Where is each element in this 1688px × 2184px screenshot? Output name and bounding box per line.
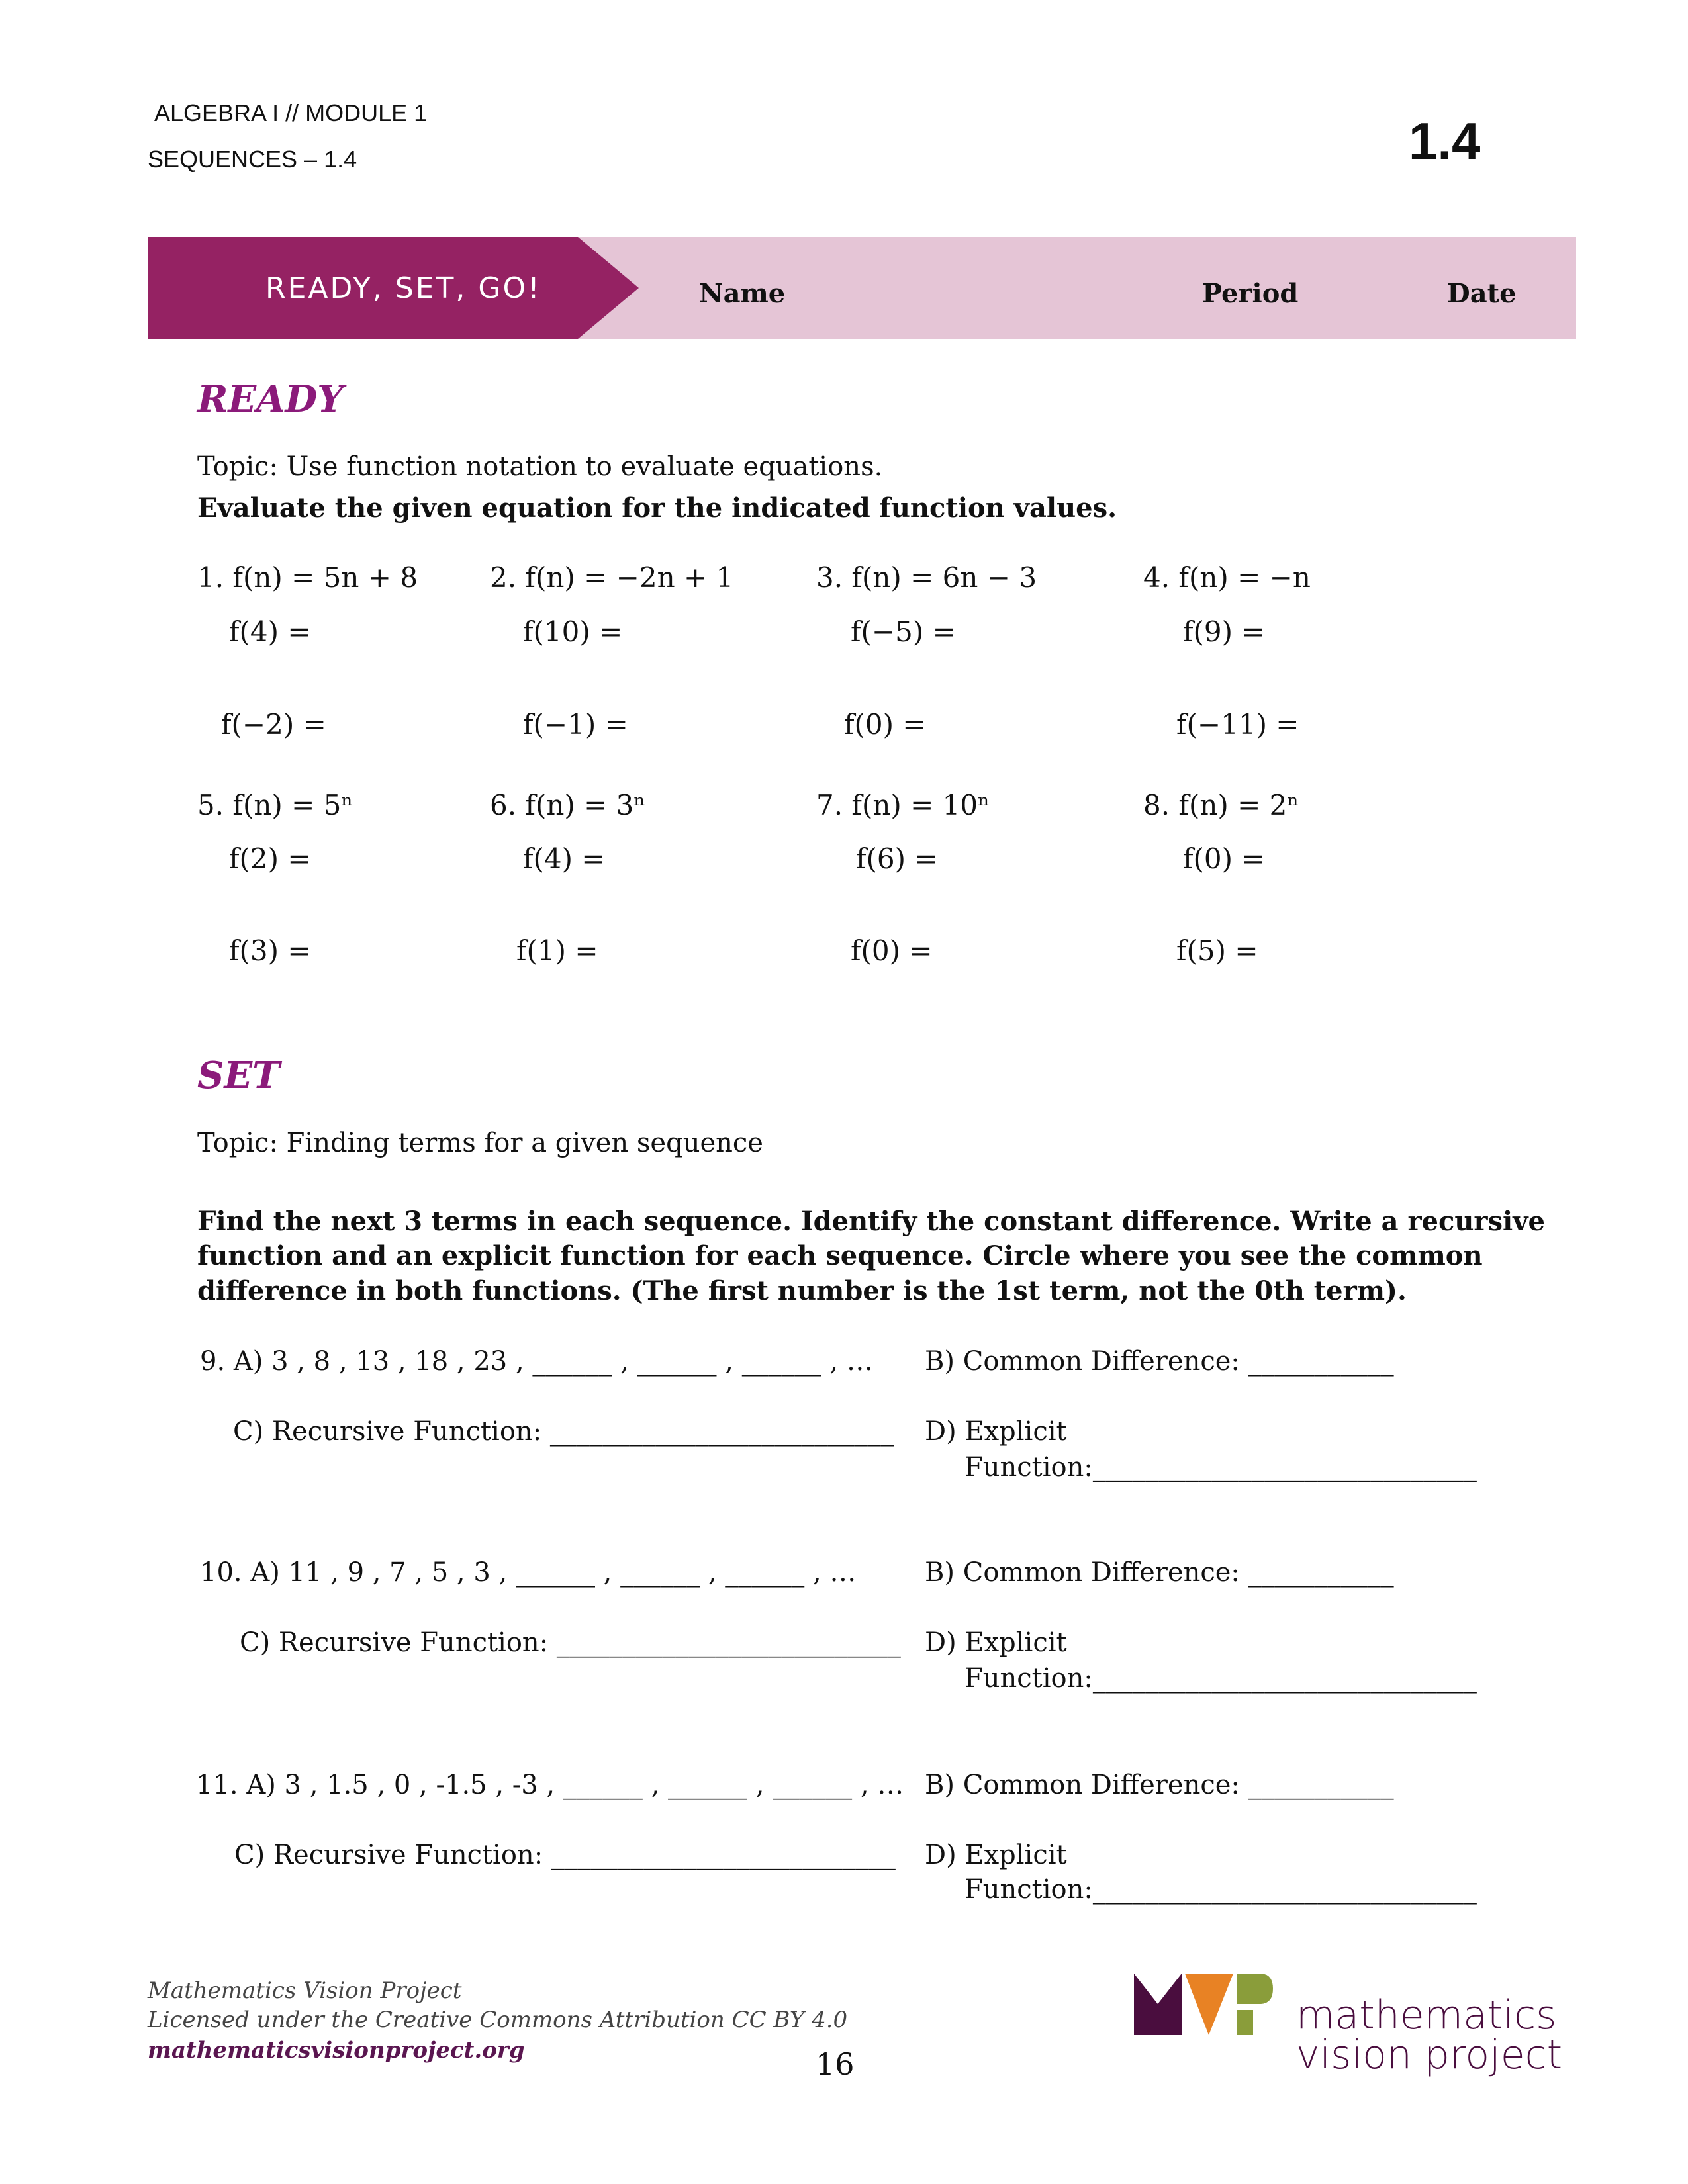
problem-9-explicit: Function:_____________________________ — [964, 1452, 1477, 1482]
problem-9-recursive: C) Recursive Function: __________________________ — [233, 1416, 894, 1447]
problem-2: 2. f(n) = −2n + 1 — [490, 561, 734, 594]
problem-11-explicit: Function:_____________________________ — [964, 1874, 1477, 1905]
period-label: Period — [1202, 278, 1299, 309]
problem-7-a: f(6) = — [856, 842, 938, 875]
problem-1: 1. f(n) = 5n + 8 — [197, 561, 418, 594]
problem-10-recursive: C) Recursive Function: __________________________ — [240, 1627, 901, 1658]
set-instruction-line-1: Find the next 3 terms in each sequence. Identify the constant difference. Write a recursive — [197, 1206, 1545, 1237]
logo-text-line-1: mathematics — [1296, 1992, 1557, 2038]
problem-11-sequence: 11. A) 3 , 1.5 , 0 , -1.5 , -3 , ______ , ______ , ______ , … — [196, 1770, 904, 1800]
problem-2-b: f(−1) = — [523, 708, 628, 741]
problem-3-a: f(−5) = — [851, 615, 956, 648]
problem-11-common-difference: B) Common Difference: ___________ — [925, 1770, 1394, 1800]
problem-8-a: f(0) = — [1183, 842, 1265, 875]
logo-text-line-2: vision project — [1296, 2032, 1563, 2078]
lesson-number: 1.4 — [1409, 112, 1481, 170]
problem-8: 8. f(n) = 2ⁿ — [1143, 789, 1299, 821]
footer-url[interactable]: mathematicsvisionproject.org — [148, 2037, 525, 2064]
problem-5-a: f(2) = — [229, 842, 311, 875]
problem-6-a: f(4) = — [523, 842, 605, 875]
ready-heading: READY — [197, 377, 344, 421]
set-heading: SET — [197, 1054, 280, 1097]
problem-9-sequence: 9. A) 3 , 8 , 13 , 18 , 23 , ______ , ______ , ______ , … — [200, 1346, 873, 1377]
date-label: Date — [1447, 278, 1517, 309]
problem-3-b: f(0) = — [844, 708, 926, 741]
ready-topic: Topic: Use function notation to evaluate equations. — [197, 451, 883, 482]
problem-11-explicit-label: D) Explicit — [925, 1840, 1067, 1870]
banner-title: READY, SET, GO! — [265, 271, 541, 305]
course-label: ALGEBRA I // MODULE 1 — [154, 99, 428, 126]
problem-10-explicit-label: D) Explicit — [925, 1627, 1067, 1658]
ready-instruction: Evaluate the given equation for the indicated function values. — [197, 492, 1117, 523]
problem-7-b: f(0) = — [851, 934, 933, 967]
problem-4-a: f(9) = — [1183, 615, 1265, 648]
footer-license: Licensed under the Creative Commons Attribution CC BY 4.0 — [148, 2007, 848, 2033]
footer-org: Mathematics Vision Project — [148, 1978, 462, 2004]
problem-9-explicit-label: D) Explicit — [925, 1416, 1067, 1447]
problem-10-sequence: 10. A) 11 , 9 , 7 , 5 , 3 , ______ , ______ , ______ , … — [200, 1557, 857, 1588]
problem-1-a: f(4) = — [229, 615, 311, 648]
problem-9-common-difference: B) Common Difference: ___________ — [925, 1346, 1394, 1377]
lesson-label: SEQUENCES – 1.4 — [148, 146, 357, 173]
problem-4: 4. f(n) = −n — [1143, 561, 1311, 594]
problem-10-explicit: Function:_____________________________ — [964, 1663, 1477, 1694]
title-banner — [148, 237, 1576, 339]
set-topic: Topic: Finding terms for a given sequence — [197, 1128, 763, 1158]
problem-6: 6. f(n) = 3ⁿ — [490, 789, 646, 821]
problem-10-common-difference: B) Common Difference: ___________ — [925, 1557, 1394, 1588]
problem-2-a: f(10) = — [523, 615, 623, 648]
problem-8-b: f(5) = — [1176, 934, 1258, 967]
problem-11-recursive: C) Recursive Function: __________________________ — [234, 1840, 896, 1870]
name-label: Name — [699, 278, 786, 309]
set-instruction-line-2: function and an explicit function for each sequence. Circle where you see the common — [197, 1240, 1483, 1271]
problem-5-b: f(3) = — [229, 934, 311, 967]
problem-5: 5. f(n) = 5ⁿ — [197, 789, 353, 821]
set-instruction-line-3: difference in both functions. (The first number is the 1st term, not the 0th term). — [197, 1275, 1407, 1306]
mvp-logo-icon — [1134, 1972, 1313, 2038]
problem-7: 7. f(n) = 10ⁿ — [816, 789, 990, 821]
problem-6-b: f(1) = — [516, 934, 598, 967]
problem-1-b: f(−2) = — [221, 708, 326, 741]
problem-4-b: f(−11) = — [1176, 708, 1299, 741]
problem-3: 3. f(n) = 6n − 3 — [816, 561, 1037, 594]
page-number: 16 — [816, 2046, 855, 2082]
